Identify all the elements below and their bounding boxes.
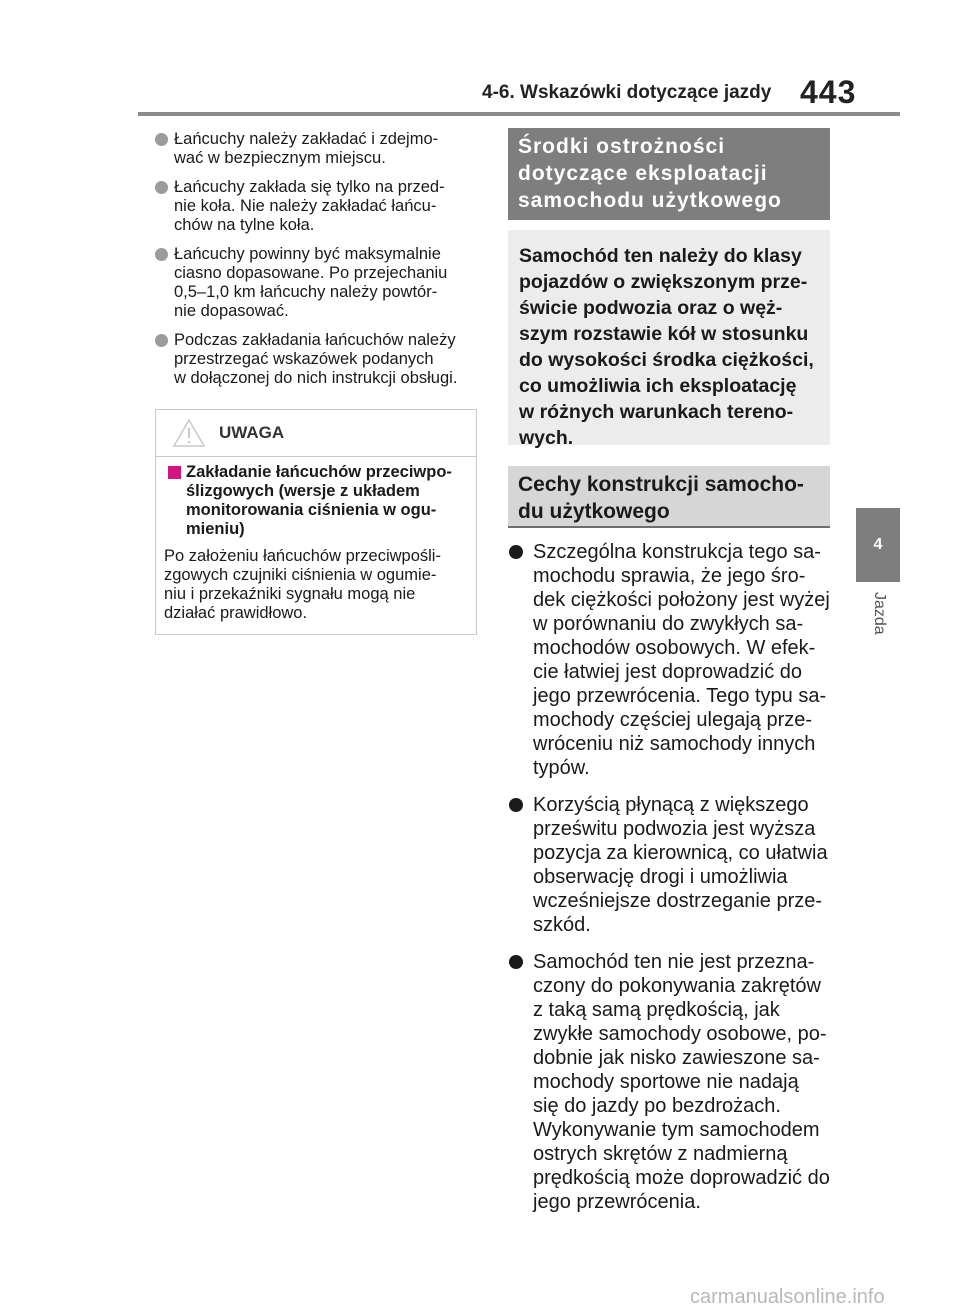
bullet-dot-icon (509, 955, 523, 969)
list-item: Łańcuchy powinny być maksymalnie ciasno dopasowane. Po przejechaniu 0,5–1,0 km łańcuchy należy powtór- nie dopasować. (155, 245, 485, 321)
bullet-dot-icon (155, 133, 168, 146)
warning-header (156, 410, 476, 457)
bullet-dot-icon (509, 545, 523, 559)
square-bullet-icon (168, 466, 181, 479)
section-heading-precautions: Środki ostrożności dotyczące eksploatacji samochodu użytkowego (508, 128, 830, 220)
page-number: 443 (800, 74, 857, 110)
list-item: Łańcuchy zakłada się tylko na przed- nie koła. Nie należy zakładać łańcu- chów na tylne koła. (155, 178, 485, 235)
list-item: Łańcuchy należy zakładać i zdejmo- wać w bezpiecznym miejscu. (155, 130, 485, 168)
warning-triangle-icon (172, 418, 206, 448)
list-item: Samochód ten nie jest przezna- czony do pokonywania zakrętów z taką samą prędkością, jak zwykłe samochody osobowe, po- dobnie jak nisko zawieszone sa- mochody sportowe nie nadają się do jazdy po bezdrożach. Wykonywanie tym samochodem ostrych skrętów z nadmierną prędkością może doprowadzić do jego przewrócenia. (509, 950, 834, 1214)
chapter-tab[interactable]: 4 (856, 508, 900, 582)
section-title: 4-6. Wskazówki dotyczące jazdy (482, 82, 772, 103)
list-item: Podczas zakładania łańcuchów należy przestrzegać wskazówek podanych w dołączonej do nich instrukcji obsługi. (155, 331, 485, 388)
list-item: Szczególna konstrukcja tego sa- mochodu sprawia, że jego śro- dek ciężkości położony jest wyżej w porównaniu do zwykłych sa- mochodów osobowych. W efek- cie łatwiej jest doprowadzić do jego przewrócenia. Tego typu sa- mochody częściej ulegają prze- wróceniu niż samochody innych typów. (509, 540, 834, 780)
bullet-dot-icon (509, 798, 523, 812)
chapter-label: Jazda (871, 592, 888, 635)
section-heading-features: Cechy konstrukcji samocho- du użytkowego (508, 466, 830, 528)
list-item: Korzyścią płynącą z większego prześwitu podwozia jest wyższa pozycja za kierownicą, co ułatwia obserwację drogi i umożliwia wcześniejsze dostrzeganie prze- szkód. (509, 793, 834, 937)
warning-body: Po założeniu łańcuchów przeciwpośli- zgowych czujniki ciśnienia w ogumie- niu i przekaźniki sygnału mogą nie działać prawidłowo. (164, 547, 441, 622)
warning-box (155, 409, 477, 635)
bullet-dot-icon (155, 334, 168, 347)
bullet-dot-icon (155, 248, 168, 261)
warning-label: UWAGA (219, 423, 285, 442)
warning-subheading: Zakładanie łańcuchów przeciwpo- ślizgowych (wersje z układem monitorowania ciśnienia w ogu- mieniu) (166, 463, 471, 539)
watermark: carmanualsonline.info (690, 1286, 885, 1308)
left-bullet-list (155, 130, 485, 398)
intro-info-box: Samochód ten należy do klasy pojazdów o zwiększonym prze- świcie podwozia oraz o węż- szym rozstawie kół w stosunku do wysokości środka ciężkości, co umożliwia ich eksploatację w różnych warunkach tereno- wych. (508, 230, 830, 445)
header-rule (138, 112, 900, 116)
right-bullet-list (509, 540, 834, 1227)
bullet-dot-icon (155, 181, 168, 194)
